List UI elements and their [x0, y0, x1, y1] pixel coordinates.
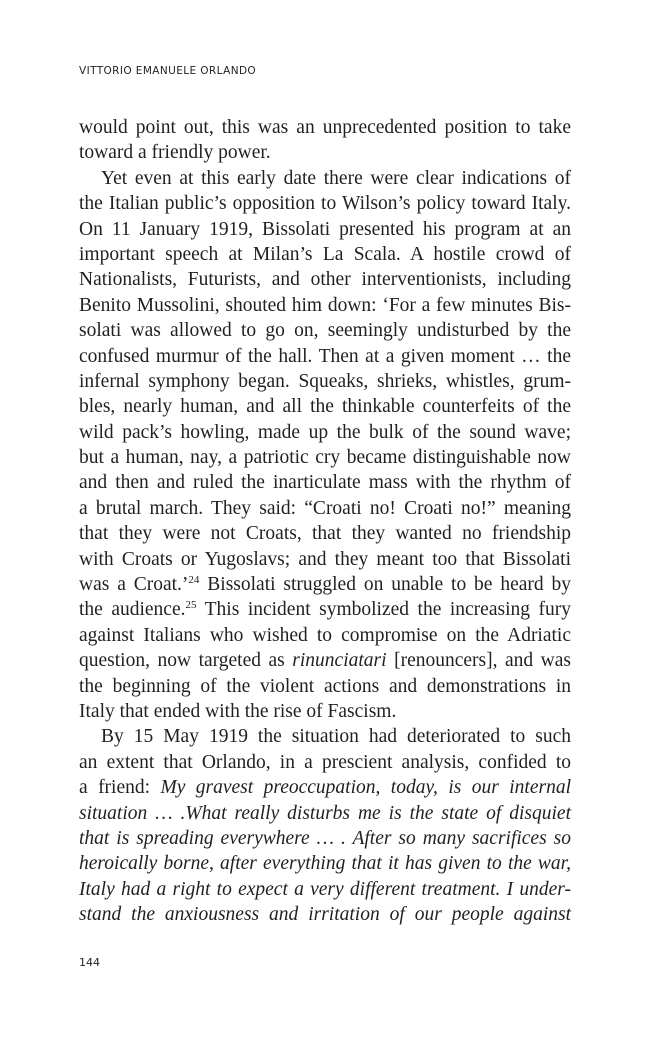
- footnote-reference[interactable]: 24: [188, 574, 200, 587]
- text-line: [79, 242, 571, 267]
- italic-phrase: rinunciatari: [292, 650, 387, 672]
- text-line-content: By 15 May 1919 the situation had deteriorated to such: [101, 726, 571, 748]
- text-line: [79, 115, 571, 140]
- text-line-content: Yet even at this early date there were clear indications of: [101, 167, 571, 189]
- text-line: [79, 851, 571, 876]
- text-line-content: that they were not Croats, that they wanted no friendship: [79, 523, 571, 545]
- text-line-content: a friend:: [79, 777, 161, 799]
- text-line-content: stand the anxiousness and irritation of our people against: [79, 904, 571, 926]
- text-line-content: the Italian public’s opposition to Wilson’s policy toward Italy.: [79, 193, 571, 215]
- text-line-content: question, now targeted as: [79, 650, 293, 672]
- text-line-content: confused murmur of the hall. Then at a given moment … the: [79, 345, 571, 367]
- text-line: [79, 572, 571, 597]
- text-line-content: toward a friendly power.: [79, 142, 271, 164]
- text-line: [79, 623, 571, 648]
- text-line: [79, 217, 571, 242]
- text-line: [79, 140, 571, 165]
- text-line: [79, 344, 571, 369]
- text-line: [79, 724, 571, 749]
- text-line-continuation: This incident symbolized the increasing fury: [196, 599, 571, 621]
- text-line: [79, 775, 571, 800]
- text-line: [79, 648, 571, 673]
- text-line-content: an extent that Orlando, in a prescient analysis, confided to: [79, 751, 571, 773]
- text-line: [79, 496, 571, 521]
- text-line: [79, 470, 571, 495]
- text-line-content: against Italians who wished to compromise on the Adriatic: [79, 624, 571, 646]
- running-head: VITTORIO EMANUELE ORLANDO: [79, 65, 257, 77]
- text-line-content: was a Croat.’: [79, 574, 189, 596]
- text-line-content: Italy that ended with the rise of Fascism.: [79, 700, 397, 722]
- text-line-content: wild pack’s howling, made up the bulk of the sound wave;: [79, 421, 571, 443]
- text-line-continuation: Bissolati struggled on unable to be heard by: [199, 574, 571, 596]
- footnote-reference[interactable]: 25: [185, 599, 197, 612]
- text-line-content: bles, nearly human, and all the thinkable counterfeits of the: [79, 396, 571, 418]
- italic-phrase: My gravest preoccupation, today, is our internal: [160, 777, 571, 799]
- text-line-content: that is spreading everywhere … . After so many sacrifices so: [79, 827, 571, 849]
- text-line-content: infernal symphony began. Squeaks, shrieks, whistles, grum-: [79, 370, 571, 392]
- text-line-content: with Croats or Yugoslavs; and they meant too that Bissolati: [79, 548, 571, 570]
- text-line-continuation: [renouncers], and was: [386, 650, 571, 672]
- text-line: [79, 445, 571, 470]
- text-line: [79, 826, 571, 851]
- text-line-content: a brutal march. They said: “Croati no! Croati no!” meaning: [79, 497, 571, 519]
- text-line-content: Nationalists, Futurists, and other interventionists, including: [79, 269, 571, 291]
- text-line: [79, 369, 571, 394]
- page-number: 144: [79, 956, 100, 969]
- text-line: [79, 394, 571, 419]
- text-line: [79, 750, 571, 775]
- text-line-content: Benito Mussolini, shouted him down: ‘For a few minutes Bis-: [79, 294, 571, 316]
- text-line: [79, 674, 571, 699]
- text-line: [79, 293, 571, 318]
- text-line: [79, 801, 571, 826]
- body-text: [79, 115, 571, 928]
- text-line: [79, 597, 571, 622]
- text-line-content: heroically borne, after everything that it has given to the war,: [79, 853, 571, 875]
- text-line-content: important speech at Milan’s La Scala. A hostile crowd of: [79, 243, 571, 265]
- text-line-content: the beginning of the violent actions and demonstrations in: [79, 675, 571, 697]
- text-line-content: would point out, this was an unprecedented position to take: [79, 117, 571, 138]
- text-line: [79, 318, 571, 343]
- text-line: [79, 267, 571, 292]
- text-line: [79, 191, 571, 216]
- text-line: [79, 699, 571, 724]
- text-line: [79, 547, 571, 572]
- text-line-content: On 11 January 1919, Bissolati presented his program at an: [79, 218, 571, 240]
- text-line: [79, 420, 571, 445]
- text-line: [79, 877, 571, 902]
- text-line-content: solati was allowed to go on, seemingly undisturbed by the: [79, 320, 571, 342]
- text-line-content: but a human, nay, a patriotic cry became distinguishable now: [79, 447, 571, 469]
- text-line-content: situation … .What really disturbs me is the state of disquiet: [79, 802, 571, 824]
- text-line: [79, 521, 571, 546]
- text-line-content: and then and ruled the inarticulate mass with the rhythm of: [79, 472, 571, 494]
- text-line-content: Italy had a right to expect a very different treatment. I under-: [79, 878, 571, 900]
- text-line: [79, 166, 571, 191]
- text-line-content: the audience.: [79, 599, 186, 621]
- text-line: [79, 902, 571, 927]
